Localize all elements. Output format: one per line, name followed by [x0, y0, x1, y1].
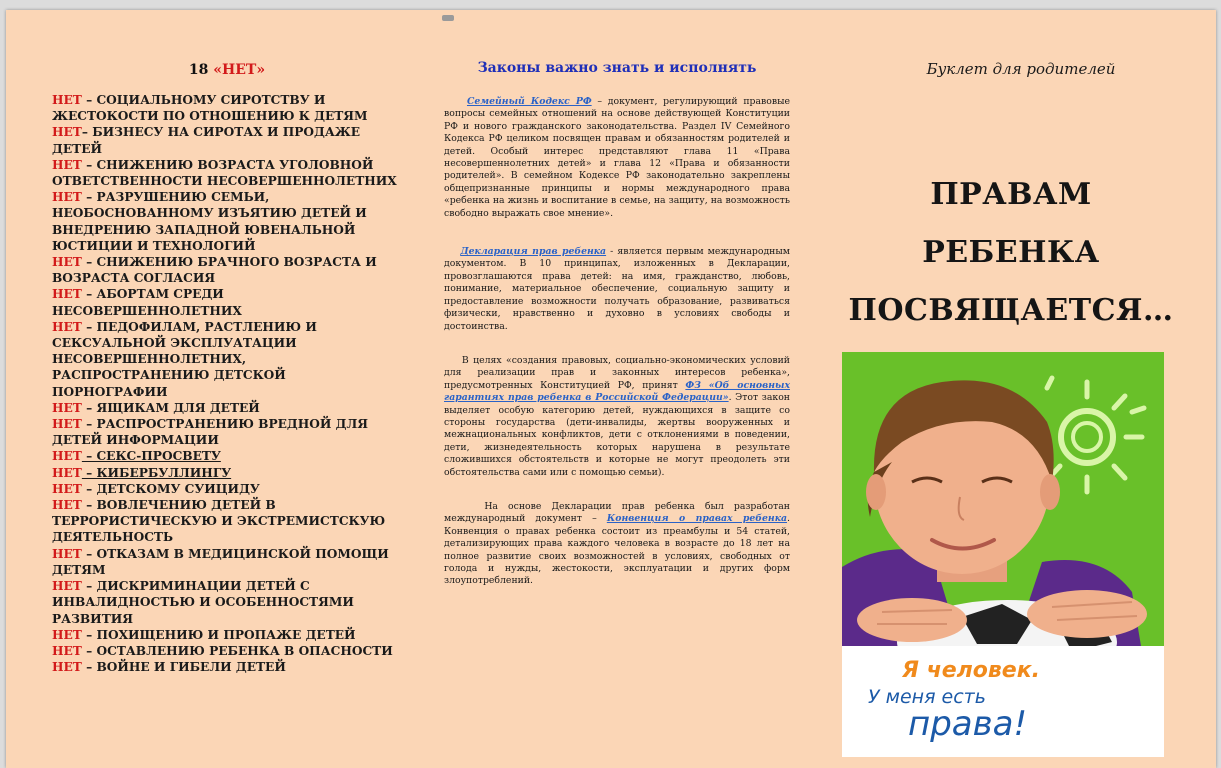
no-item-text: – СЕКС-ПРОСВЕТУ — [81, 449, 221, 464]
no-list-item — [52, 189, 402, 254]
link-federal-law[interactable]: ФЗ «Об основных гарантиях прав ребенка в Российской Федерации» — [444, 379, 790, 404]
no-item-text: – ЯЩИКАМ ДЛЯ ДЕТЕЙ — [81, 400, 260, 415]
link-convention[interactable]: Конвенция о правах ребенка — [606, 513, 788, 525]
caption-line1: Я человек. — [902, 658, 1040, 683]
no-keyword: НЕТ — [52, 287, 82, 302]
page-handle — [442, 15, 454, 21]
no-item-text: – БИЗНЕСУ НА СИРОТАХ И ПРОДАЖЕ ДЕТЕЙ — [52, 125, 361, 156]
no-list-item — [52, 497, 402, 546]
no-keyword: НЕТ — [52, 125, 82, 140]
no-keyword: НЕТ — [52, 579, 82, 594]
paragraph-convention — [444, 501, 790, 588]
no-item-text: – ОСТАВЛЕНИЮ РЕБЕНКА В ОПАСНОСТИ — [81, 643, 393, 658]
booklet-subtitle: Буклет для родителей — [926, 60, 1116, 78]
convention-text-a: На основе Декларации прав ребенка был разработан международный документ – — [444, 500, 790, 525]
no-item-text: – СОЦИАЛЬНОМУ СИРОТСТВУ И ЖЕСТОКОСТИ ПО ОТНОШЕНИЮ К ДЕТЯМ — [52, 93, 368, 124]
convention-text-b: . Конвенция о правах ребенка состоит из преамбулы и 54 статей, детализирующих права каждого человека в возрасте до 18 лет на полное развитие своих возможностей в условиях, свободных от голода и нужды, жестокости, эксплуатации и других форм злоупотреблений. — [444, 513, 790, 587]
no-item-text: – ДИСКРИМИНАЦИИ ДЕТЕЙ С ИНВАЛИДНОСТЬЮ И ОСОБЕННОСТЯМИ РАЗВИТИЯ — [52, 579, 354, 626]
no-keyword: НЕТ — [52, 481, 82, 496]
declaration-text: - является первым международным документом. В 10 принципах, изложенных в Декларации, провозглашаются права детей: на имя, гражданство, любовь, понимание, материальное обеспечение, социальную защиту и предоставление возможности получать образование, развиваться физически, нравственно и духовно в условиях свободы и достоинства. — [444, 246, 790, 332]
boy-illustration — [842, 352, 1164, 652]
no-list-item — [52, 659, 402, 675]
no-list-item — [52, 546, 402, 578]
paragraph-federal-law — [444, 355, 790, 479]
no-list-item — [52, 286, 402, 318]
heading-number: 18 — [188, 62, 214, 78]
no-list-item — [52, 319, 402, 400]
no-list-item — [52, 627, 402, 643]
no-list-item — [52, 157, 402, 189]
title-line: ПРАВАМ — [930, 177, 1092, 212]
no-keyword: НЕТ — [52, 417, 82, 432]
booklet-title — [826, 166, 1196, 340]
federal-law-text-b: . Этот закон выделяет особую категорию детей, нуждающихся в защите со стороны государства (дети-инвалиды, жертвы вооруженных и межнациональных конфликтов, дети с отклонениями в поведении, дети, жизнедеятельность которых нарушена в результате сложившихся обстоятельств и которые не могут преодолеть эти обстоятельства сами или с помощью семьи). — [444, 392, 790, 478]
column-laws — [444, 60, 790, 588]
column-cover — [826, 60, 1196, 340]
no-keyword: НЕТ — [52, 660, 82, 675]
column2-heading: Законы важно знать и исполнять — [477, 60, 757, 76]
paragraph-family-code — [444, 96, 790, 220]
no-item-text: – ВОВЛЕЧЕНИЮ ДЕТЕЙ В ТЕРРОРИСТИЧЕСКУЮ И ЭКСТРЕМИСТСКУЮ ДЕЯТЕЛЬНОСТЬ — [52, 498, 386, 545]
family-code-text: – документ, регулирующий правовые вопросы семейных отношений на основе действующей Конституции РФ и нового гражданского законодательства. Раздел IV Семейного Кодекса РФ целиком посвящен правам и обязанностям родителей и детей. Особый интерес представляют глава 11 «Права несовершеннолетних детей» и глава 12 «Права и обязанности родителей». В семейном Кодексе РФ законодательно закреплены общепризнанные принципы и нормы международного права «ребенка на жизнь и воспитание в семье, на защиту, на возможность свободно выражать свое мнение». — [444, 96, 790, 219]
no-list-item — [52, 643, 402, 659]
no-item-text: – СНИЖЕНИЮ ВОЗРАСТА УГОЛОВНОЙ ОТВЕТСТВЕННОСТИ НЕСОВЕРШЕННОЛЕТНИХ — [52, 157, 397, 189]
no-list-item — [52, 481, 402, 497]
no-keyword: НЕТ — [52, 255, 82, 270]
no-item-text: – КИБЕРБУЛЛИНГУ — [81, 465, 232, 480]
no-keyword: НЕТ — [52, 643, 82, 658]
no-keyword: НЕТ — [52, 319, 82, 334]
no-item-text: – РАЗРУШЕНИЮ СЕМЬИ, НЕОБОСНОВАННОМУ ИЗЪЯТИЮ ДЕТЕЙ И ВНЕДРЕНИЮ ЗАПАДНОЙ ЮВЕНАЛЬНОЙ ЮСТИЦИИ И ТЕХНОЛОГИЙ — [52, 190, 367, 253]
no-keyword: НЕТ — [52, 498, 82, 513]
title-line: РЕБЕНКА — [922, 235, 1100, 270]
no-keyword: НЕТ — [52, 93, 82, 107]
caption-line2: У меня есть — [868, 686, 986, 708]
no-keyword: НЕТ — [52, 465, 82, 480]
poster-caption — [842, 646, 1164, 757]
title-line: ПОСВЯЩАЕТСЯ… — [848, 293, 1174, 328]
no-item-text: – ПЕДОФИЛАМ, РАСТЛЕНИЮ И СЕКСУАЛЬНОЙ ЭКСПЛУАТАЦИИ НЕСОВЕРШЕННОЛЕТНИХ, РАСПРОСТРАНЕНИЮ ДЕТСКОЙ ПОРНОГРАФИИ — [52, 319, 317, 399]
no-list — [52, 92, 402, 675]
column-no-list — [52, 62, 402, 675]
heading-no: «НЕТ» — [213, 62, 266, 78]
no-keyword: НЕТ — [52, 400, 82, 415]
no-keyword: НЕТ — [52, 190, 82, 205]
no-item-text: – ПОХИЩЕНИЮ И ПРОПАЖЕ ДЕТЕЙ — [81, 627, 356, 642]
paragraph-declaration — [444, 246, 790, 333]
no-keyword: НЕТ — [52, 449, 82, 464]
federal-law-text-a: В целях «создания правовых, социально-экономических условий для реализации прав и законных интересов ребенка», предусмотренных Конституцией РФ, принят — [444, 354, 791, 391]
no-list-item — [52, 448, 402, 464]
column1-heading — [52, 62, 402, 78]
no-keyword: НЕТ — [52, 157, 82, 172]
no-list-item — [52, 578, 402, 627]
no-item-text: – ВОЙНЕ И ГИБЕЛИ ДЕТЕЙ — [81, 660, 286, 675]
no-list-item — [52, 254, 402, 286]
no-list-item — [52, 400, 402, 416]
link-family-code[interactable]: Семейный Кодекс РФ — [466, 96, 592, 107]
no-keyword: НЕТ — [52, 627, 82, 642]
no-item-text: – СНИЖЕНИЮ БРАЧНОГО ВОЗРАСТА И ВОЗРАСТА СОГЛАСИЯ — [52, 255, 377, 286]
no-keyword: НЕТ — [52, 546, 82, 561]
caption-line3: права! — [908, 704, 1028, 744]
no-item-text: – ДЕТСКОМУ СУИЦИДУ — [81, 481, 260, 496]
no-list-item — [52, 465, 402, 481]
link-declaration[interactable]: Декларация прав ребенка — [460, 246, 607, 258]
no-item-text: – АБОРТАМ СРЕДИ НЕСОВЕРШЕННОЛЕТНИХ — [52, 287, 242, 318]
no-list-item — [52, 416, 402, 448]
no-item-text: – РАСПРОСТРАНЕНИЮ ВРЕДНОЙ ДЛЯ ДЕТЕЙ ИНФОРМАЦИИ — [52, 417, 369, 448]
no-list-item — [52, 92, 402, 124]
no-item-text: – ОТКАЗАМ В МЕДИЦИНСКОЙ ПОМОЩИ ДЕТЯМ — [52, 546, 389, 577]
poster-image — [842, 352, 1164, 757]
no-list-item — [52, 124, 402, 156]
